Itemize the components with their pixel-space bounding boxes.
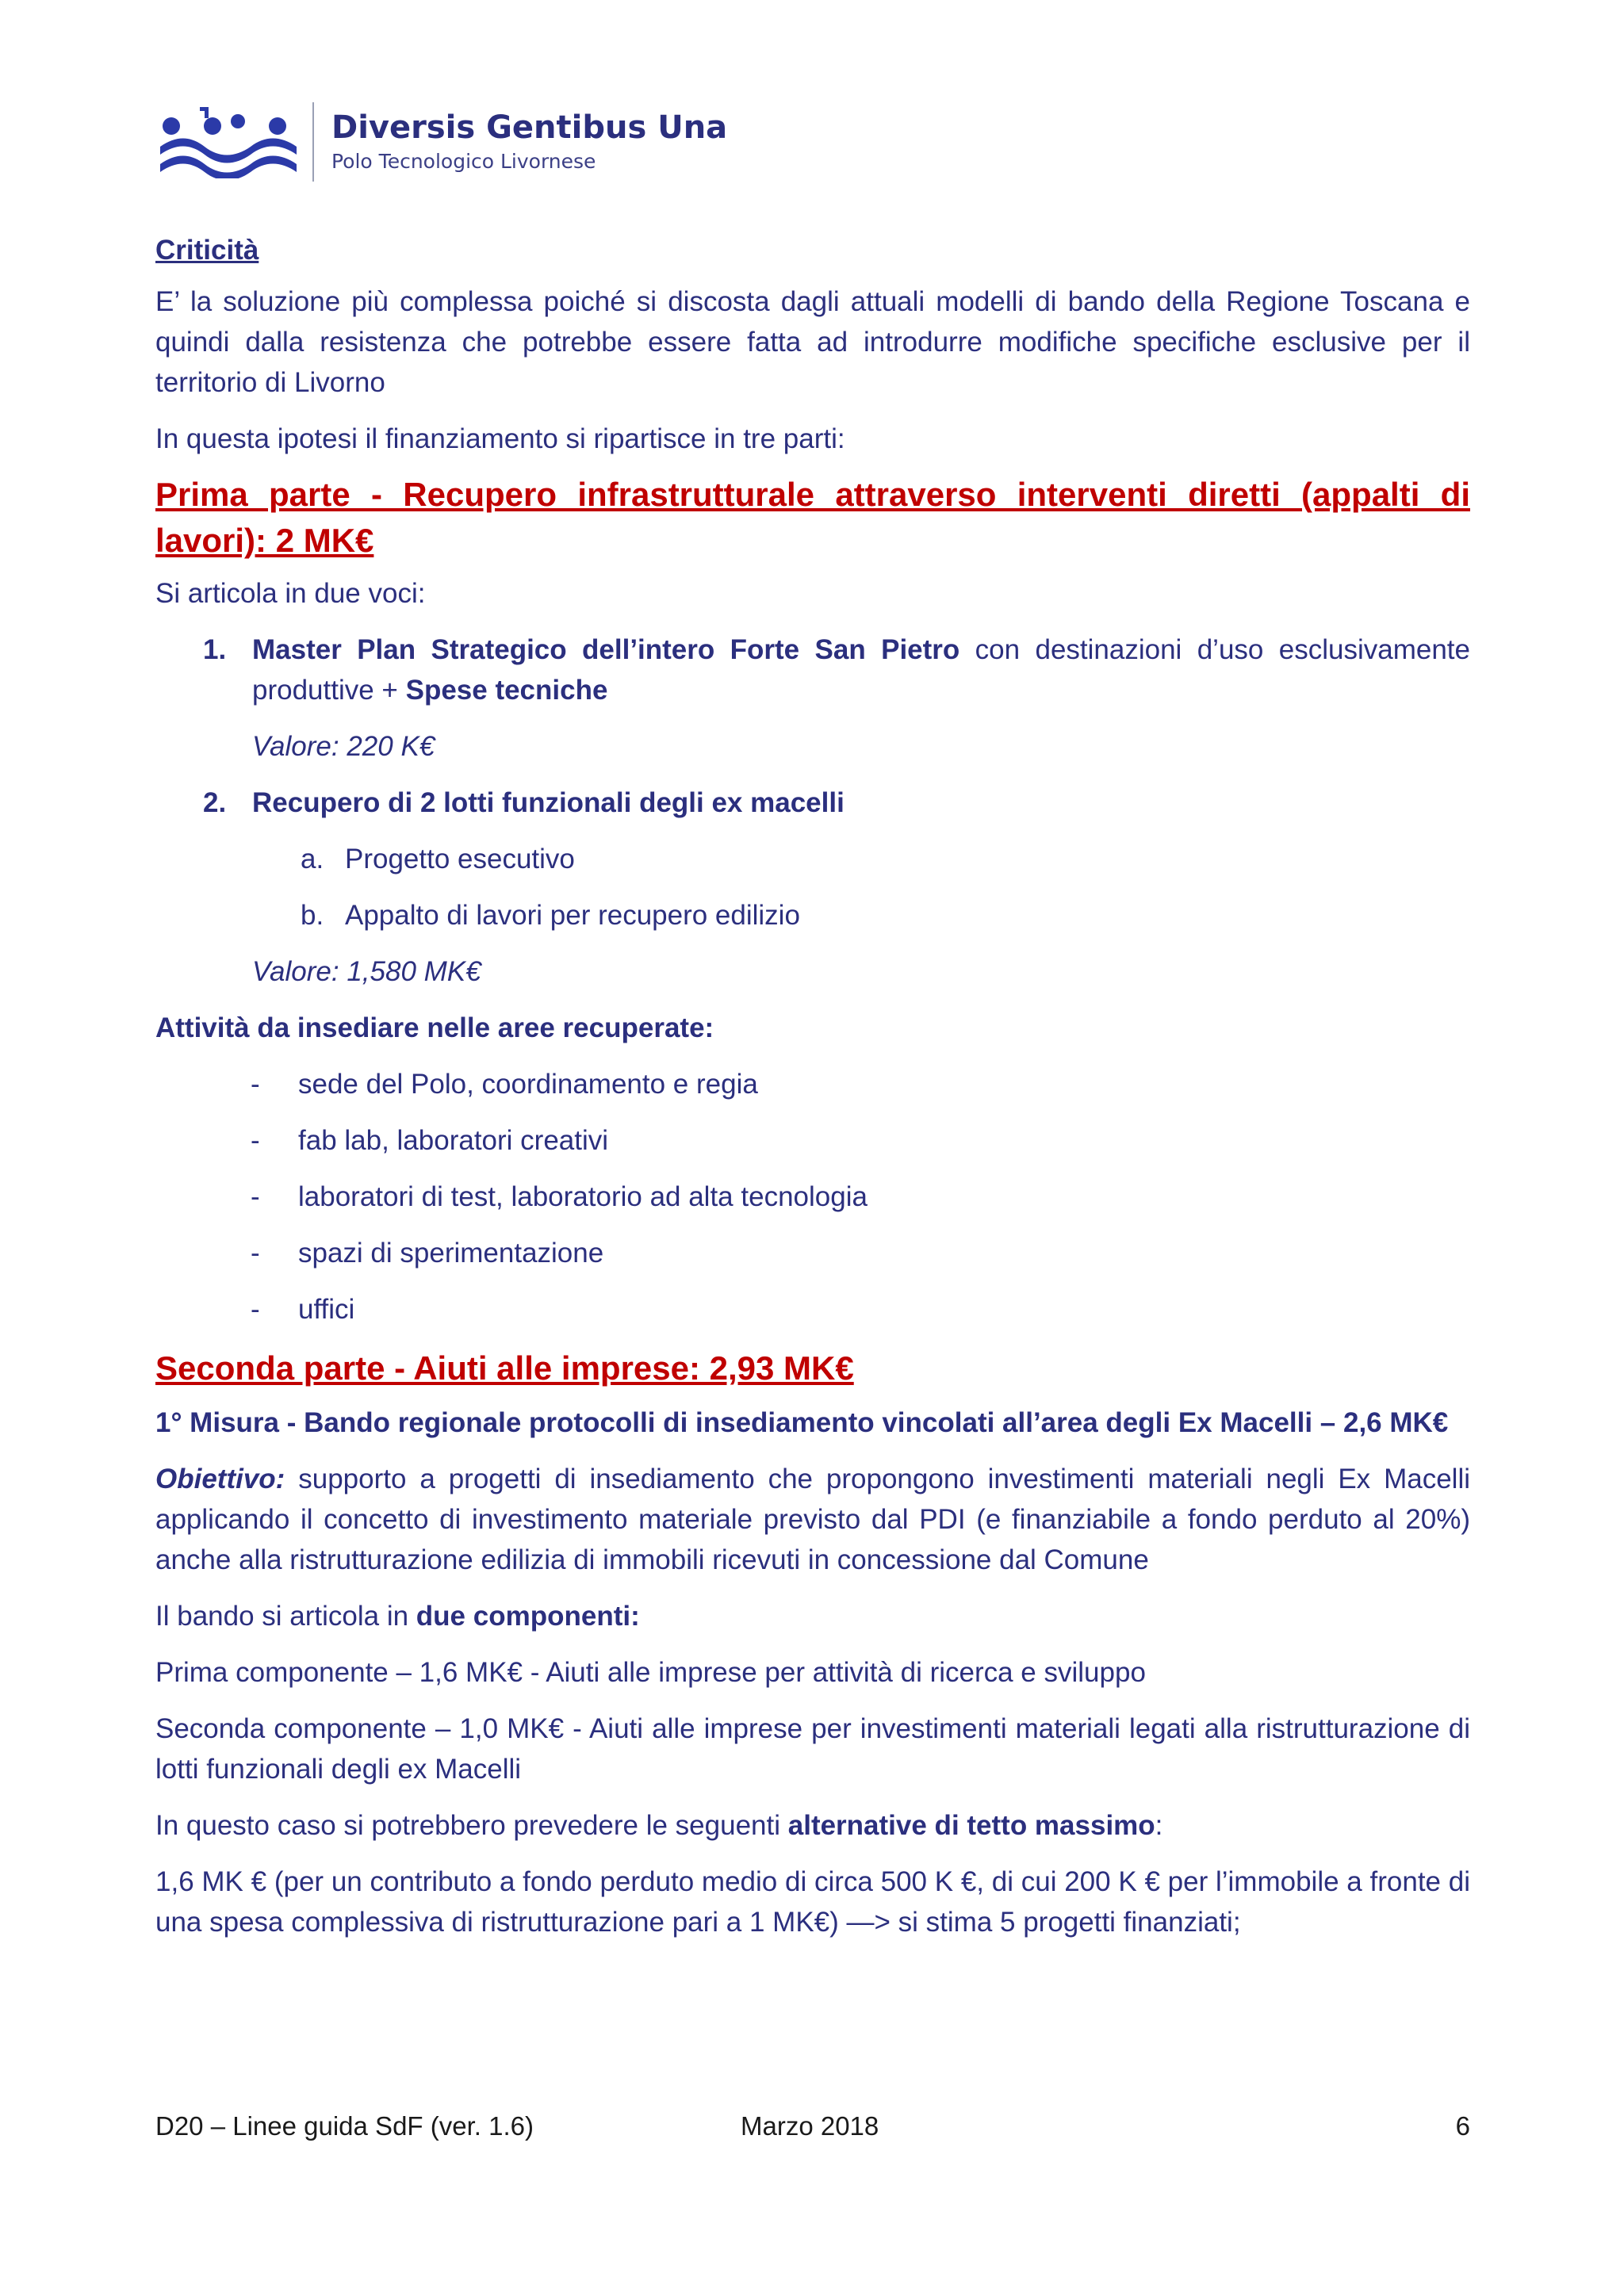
valore-item-2: Valore: 1,580 MK€: [252, 956, 481, 987]
header-logo: [159, 98, 727, 186]
list-item-bold: Master Plan Strategico dell’intero Forte San Pietro: [252, 634, 960, 665]
bando-text: Il bando si articola in: [155, 1601, 416, 1632]
list-number: 2.: [203, 787, 227, 818]
prima-parte-heading: Prima parte - Recupero infrastrutturale attraverso interventi diretti (appalti di lavori): 2 MK€: [155, 476, 1470, 559]
bando-paragraph: [155, 1596, 1470, 1636]
misura-heading: 1° Misura - Bando regionale protocolli di insediamento vincolati all’area degli Ex Macelli – 2,6 MK€: [155, 1407, 1449, 1438]
sub-item-a: [155, 839, 1470, 879]
dash-item-text: laboratori di test, laboratorio ad alta tecnologia: [298, 1181, 868, 1212]
alternative-colon: :: [1155, 1810, 1163, 1841]
logo-subtitle: Polo Tecnologico Livornese: [331, 150, 596, 173]
attivita-heading: Attività da insediare nelle aree recuperate:: [155, 1012, 714, 1043]
page-footer: [155, 2107, 1470, 2145]
bando-bold: due componenti:: [416, 1601, 640, 1632]
prima-componente-paragraph: Prima componente – 1,6 MK€ - Aiuti alle imprese per attività di ricerca e sviluppo: [155, 1657, 1146, 1688]
dash-item-text: uffici: [298, 1294, 355, 1325]
sub-letter: b.: [301, 900, 324, 931]
dash-list-item: [155, 1064, 1470, 1104]
logo-waves-icon: [159, 105, 298, 178]
logo-divider: [312, 102, 314, 182]
list-item-1: [155, 629, 1470, 710]
list-number: 1.: [203, 634, 227, 665]
obiettivo-paragraph: [155, 1459, 1470, 1580]
sub-letter: a.: [301, 844, 324, 874]
dash-list-item: [155, 1177, 1470, 1217]
dash-item-text: fab lab, laboratori creativi: [298, 1125, 609, 1156]
dash-bullet: -: [251, 1181, 260, 1212]
sub-item-b: [155, 895, 1470, 936]
dash-bullet: -: [251, 1125, 260, 1156]
dash-item-text: spazi di sperimentazione: [298, 1238, 604, 1269]
dash-list-item: [155, 1233, 1470, 1273]
logo-title: Diversis Gentibus Una: [331, 109, 728, 146]
valore-item-1: Valore: 220 K€: [252, 731, 435, 762]
footer-doc-ref: D20 – Linee guida SdF (ver. 1.6): [155, 2111, 534, 2141]
list-item-2: [155, 783, 1470, 823]
si-articola-text: Si articola in due voci:: [155, 578, 426, 609]
criticita-heading: Criticità: [155, 235, 259, 266]
list-item-normal: con destinazioni d’uso esclusivamente produttive +: [252, 634, 1470, 706]
seconda-parte-heading: Seconda parte - Aiuti alle imprese: 2,93 MK€: [155, 1349, 854, 1387]
dash-list-item: [155, 1120, 1470, 1161]
document-body: [155, 230, 1470, 1958]
list-item-bold-2: Spese tecniche: [405, 675, 608, 706]
alternative-paragraph: [155, 1805, 1470, 1846]
alternative-text: In questo caso si potrebbero prevedere le seguenti: [155, 1810, 788, 1841]
obiettivo-label: Obiettivo:: [155, 1464, 285, 1494]
criticita-paragraph: E’ la soluzione più complessa poiché si discosta dagli attuali modelli di bando della Regione Toscana e quindi dalla resistenza che potrebbe essere fatta ad introdurre modifiche specifiche esclusive per il territorio di Livorno: [155, 286, 1470, 398]
intro-paragraph: In questa ipotesi il finanziamento si ripartisce in tre parti:: [155, 423, 845, 454]
list-item-text: [252, 629, 1470, 710]
sub-item-text: Progetto esecutivo: [345, 844, 575, 874]
alternativa-1-paragraph: 1,6 MK € (per un contributo a fondo perduto medio di circa 500 K €, di cui 200 K € per l’immobile a fronte di una spesa complessiva di ristrutturazione pari a 1 MK€) —> si stima 5 progetti finanziati;: [155, 1866, 1470, 1938]
logo-text: [331, 109, 727, 175]
dash-bullet: -: [251, 1069, 260, 1100]
list-item-text: Recupero di 2 lotti funzionali degli ex macelli: [252, 787, 845, 818]
sub-item-text: Appalto di lavori per recupero edilizio: [345, 900, 800, 931]
footer-date: Marzo 2018: [741, 2111, 879, 2141]
dash-item-text: sede del Polo, coordinamento e regia: [298, 1069, 758, 1100]
footer-page-number: 6: [1455, 2111, 1470, 2141]
dash-bullet: -: [251, 1238, 260, 1269]
dash-list-item: [155, 1289, 1470, 1330]
seconda-componente-paragraph: Seconda componente – 1,0 MK€ - Aiuti alle imprese per investimenti materiali legati alla ristrutturazione di lotti funzionali degli ex Macelli: [155, 1713, 1470, 1785]
obiettivo-text: supporto a progetti di insediamento che propongono investimenti materiali negli Ex Macelli applicando il concetto di investimento materiale previsto dal PDI (e finanziabile a fondo perduto al 20%) anche alla ristrutturazione edilizia di immobili ricevuti in concessione dal Comune: [155, 1464, 1470, 1575]
dash-bullet: -: [251, 1294, 260, 1325]
alternative-bold: alternative di tetto massimo: [787, 1810, 1155, 1841]
